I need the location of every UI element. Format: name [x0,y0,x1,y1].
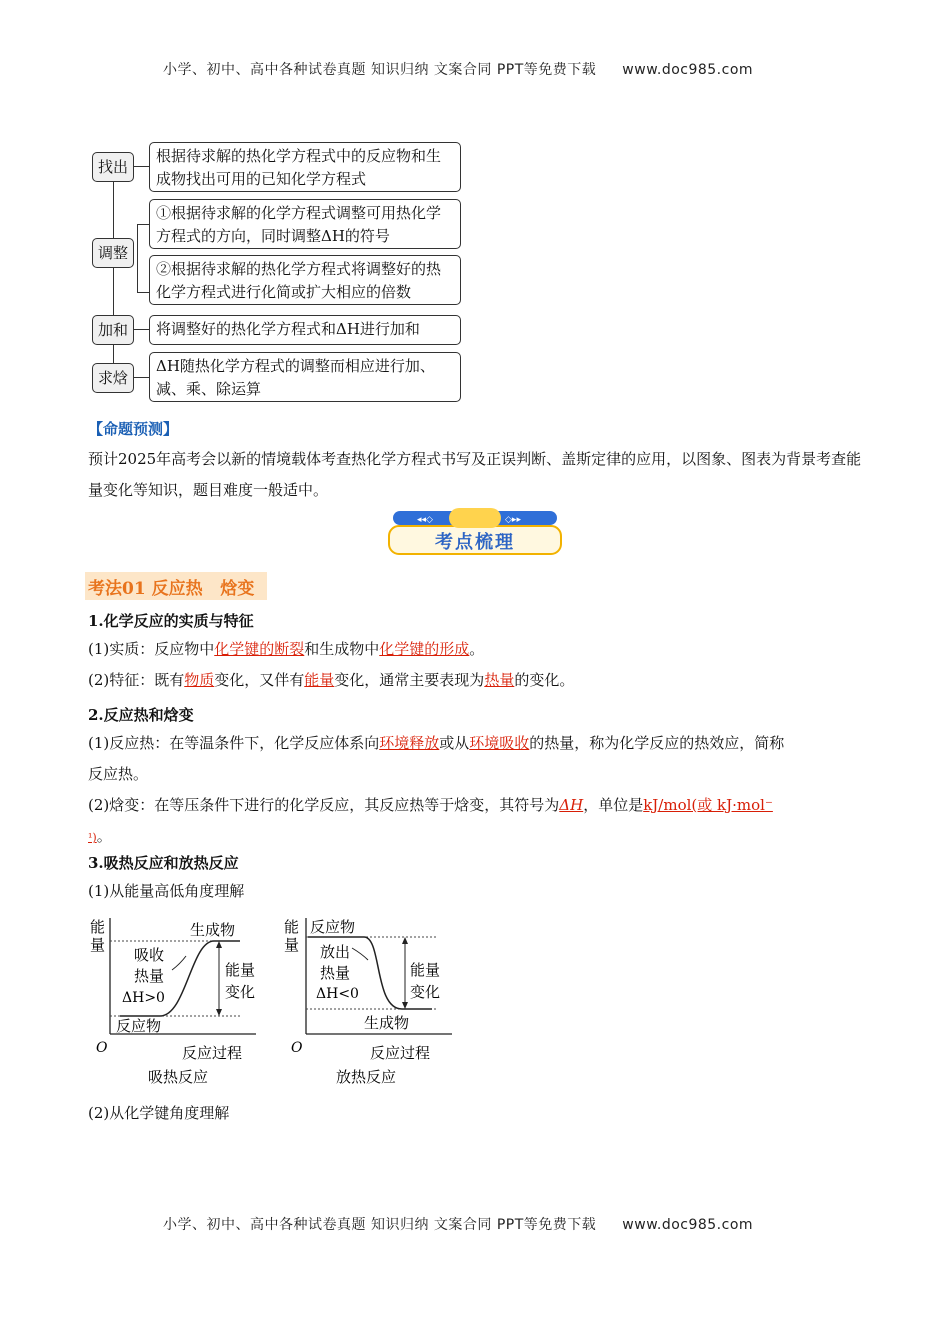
section-title: 考法01 反应热 焓变 [88,579,255,599]
footer-text: 小学、初中、高中各种试卷真题 知识归纳 文案合同 PPT等免费下载 [163,1217,597,1233]
s1-title: 1.化学反应的实质与特征 [88,612,254,630]
s1-p2-text: 变化，又伴有 [214,671,305,689]
exo-release-2: 热量 [320,964,351,982]
s3-sub1: (1)从能量高低角度理解 [88,882,245,900]
exothermic-diagram [282,912,462,1092]
prediction-text: 预计2025年高考会以新的情境载体考查热化学方程式书写及正误判断、盖斯定律的应用，以图象、图表为背景考查能量变化等知识，题目难度一般适中。 [88,450,862,499]
flow-text-adjust-1: ①根据待求解的化学方程式调整可用热化学方程式的方向，同时调整ΔH的符号 [149,199,461,249]
s1-p2 [88,665,574,696]
footer-site: www.doc985.com [622,1217,754,1233]
flow-connector [133,329,150,330]
s2-title: 2.反应热和焓变 [88,706,194,724]
blank-answer: ¹) [88,831,97,844]
endothermic-diagram [86,912,266,1092]
flow-label-add: 加和 [92,315,134,345]
endo-origin: O [96,1040,108,1056]
blank-answer: 物质 [184,671,215,689]
s2-p1-text: 或从 [439,734,470,752]
exo-reactant-label: 反应物 [310,918,356,936]
s2-p1-text: 的热量，称为化学反应的热效应，简称 [529,734,785,752]
svg-text:◂◂◇: ◂◂◇ [417,515,433,525]
flow-label-adjust: 调整 [92,238,134,268]
header-site: www.doc985.com [622,62,754,78]
page-footer [163,1214,753,1234]
endo-x-label: 反应过程 [182,1044,243,1062]
endo-y-label-2: 量 [90,936,106,954]
flow-label-find: 找出 [92,152,134,182]
blank-answer: 化学键的断裂 [214,640,305,658]
s2-p2 [88,790,866,853]
s1-p1 [88,634,484,665]
exo-caption: 放热反应 [336,1068,397,1086]
s1-p1-text: 和生成物中 [304,640,380,658]
section-banner [387,508,563,556]
endo-absorb-1: 吸收 [134,946,165,964]
s1-p1-text: 。 [469,640,485,658]
s1-p1-text: (1)实质：反应物中 [88,640,215,658]
exo-dh: ΔH<0 [316,986,359,1002]
svg-text:◇▸▸: ◇▸▸ [505,515,521,525]
s1-p2-text: 的变化。 [514,671,575,689]
page-header [163,59,753,79]
blank-answer: 热量 [484,671,515,689]
endo-y-label-1: 能 [90,918,106,936]
exo-product-label: 生成物 [364,1014,410,1032]
flow-spine [113,180,114,378]
s3-sub2: (2)从化学键角度理解 [88,1104,230,1122]
endo-change-2: 变化 [225,983,256,1001]
exo-y-label-1: 能 [284,918,300,936]
flow-text-find: 根据待求解的热化学方程式中的反应物和生成物找出可用的已知化学方程式 [149,142,461,192]
blank-answer: ΔH [559,796,584,814]
endo-product-label: 生成物 [190,921,236,939]
s2-p1-text: (1)反应热：在等温条件下，化学反应体系向 [88,734,380,752]
s2-p2-text: ，单位是 [583,796,644,814]
blank-answer: 能量 [304,671,335,689]
exo-y-label-2: 量 [284,936,300,954]
exo-change-2: 变化 [410,983,441,1001]
blank-answer: 化学键的形成 [379,640,470,658]
flow-connector [133,166,150,167]
flow-text-adjust-2: ②根据待求解的热化学方程式将调整好的热化学方程式进行化简或扩大相应的倍数 [149,255,461,305]
exo-x-label: 反应过程 [370,1044,431,1062]
prediction-heading: 【命题预测】 [88,420,179,438]
s1-p2-text: (2)特征：既有 [88,671,185,689]
flow-adjust-bracket [137,224,138,293]
s2-p2-text: 。 [96,827,112,845]
endo-caption: 吸热反应 [148,1068,209,1086]
blank-answer: 环境吸收 [469,734,530,752]
header-text: 小学、初中、高中各种试卷真题 知识归纳 文案合同 PPT等免费下载 [163,62,597,78]
s1-p2-text: 变化，通常主要表现为 [334,671,485,689]
endo-absorb-2: 热量 [134,967,165,985]
endo-change-1: 能量 [225,961,256,979]
flow-label-solve: 求焓 [92,363,134,393]
endo-reactant-label: 反应物 [116,1017,162,1035]
exo-change-1: 能量 [410,961,441,979]
blank-answer: 环境释放 [379,734,440,752]
s2-p1-text: 反应热。 [88,765,149,783]
s2-p2-text: (2)焓变：在等压条件下进行的化学反应，其反应热等于焓变，其符号为 [88,796,560,814]
exo-origin: O [291,1040,303,1056]
blank-answer: kJ/mol(或 kJ·mol⁻ [643,796,773,814]
exo-release-1: 放出 [320,943,351,961]
endo-dh: ΔH>0 [122,990,165,1006]
banner-label: 考点梳理 [435,532,515,553]
flow-text-add: 将调整好的热化学方程式和ΔH进行加和 [149,315,461,345]
s3-title: 3.吸热反应和放热反应 [88,854,239,872]
flow-connector [133,377,150,378]
flow-text-solve: ΔH随热化学方程式的调整而相应进行加、减、乘、除运算 [149,352,461,402]
s2-p1 [88,728,866,790]
